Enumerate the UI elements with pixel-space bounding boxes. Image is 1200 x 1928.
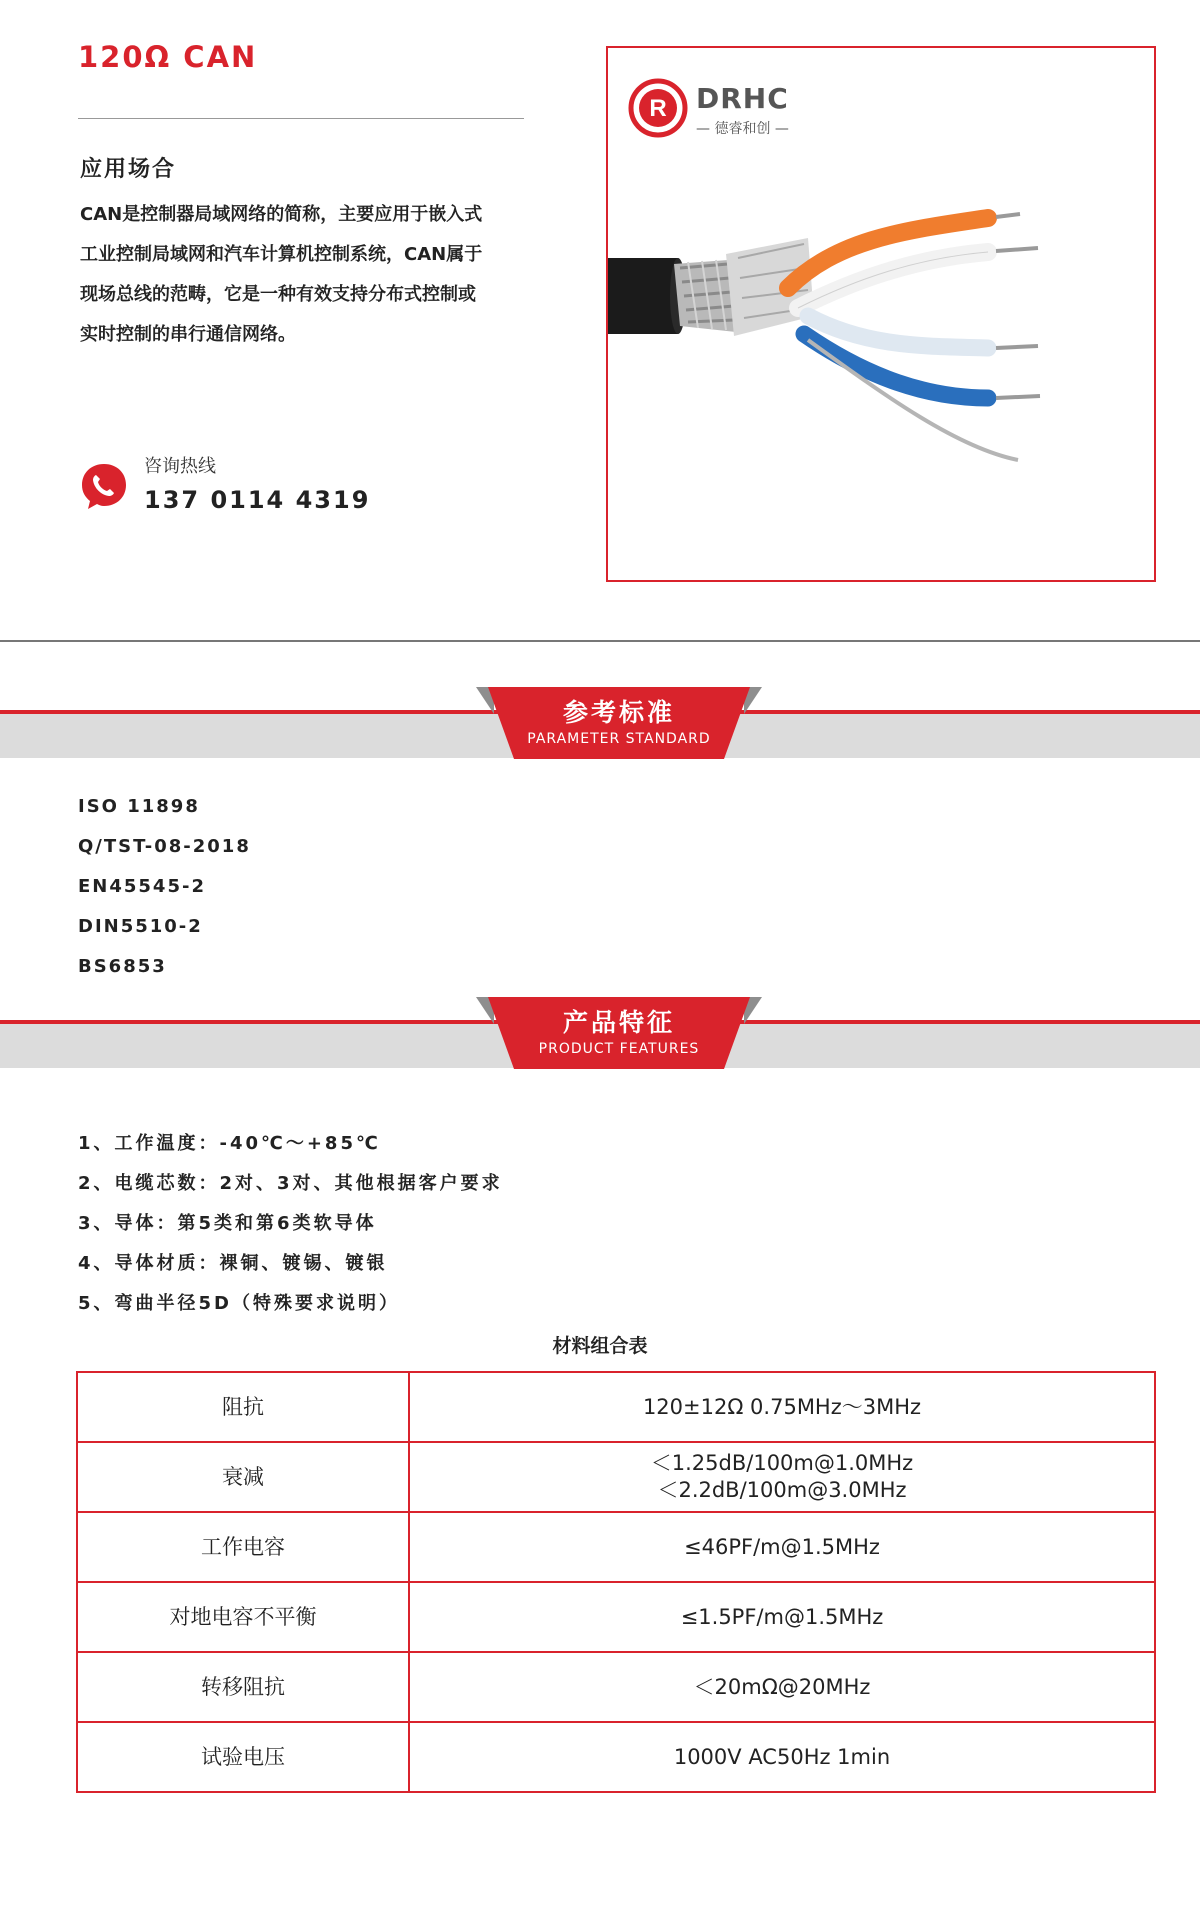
table-key-cell: 工作电容 xyxy=(77,1512,409,1582)
features-banner xyxy=(476,997,762,1069)
application-line: 实时控制的串行通信网络。 xyxy=(80,324,296,345)
application-line: 工业控制局域网和汽车计算机控制系统，CAN属于 xyxy=(80,244,483,265)
standard-item: EN45545-2 xyxy=(78,876,206,897)
table-value-cell: ≤46PF/m@1.5MHz xyxy=(409,1512,1155,1582)
table-value-cell: ＜20mΩ@20MHz xyxy=(409,1652,1155,1722)
table-value-cell: 1000V AC50Hz 1min xyxy=(409,1722,1155,1792)
application-line: CAN是控制器局域网络的简称，主要应用于嵌入式 xyxy=(80,204,483,225)
table-key-cell: 对地电容不平衡 xyxy=(77,1582,409,1652)
features-banner-subtitle: PRODUCT FEATURES xyxy=(538,1041,700,1057)
section-divider xyxy=(0,640,1200,642)
hotline-label: 咨询热线 xyxy=(144,456,216,477)
feature-item: 5、弯曲半径5D（特殊要求说明） xyxy=(78,1293,400,1314)
features-banner-title: 产品特征 xyxy=(562,1008,675,1037)
materials-table xyxy=(76,1371,1156,1793)
feature-item: 3、导体：第5类和第6类软导体 xyxy=(78,1213,377,1234)
table-row xyxy=(77,1582,1155,1652)
table-value-cell: 120±12Ω 0.75MHz～3MHz xyxy=(409,1372,1155,1442)
feature-item: 4、导体材质：裸铜、镀锡、镀银 xyxy=(78,1253,388,1274)
table-key-cell: 试验电压 xyxy=(77,1722,409,1792)
feature-item: 2、电缆芯数：2对、3对、其他根据客户要求 xyxy=(78,1173,503,1194)
standard-item: Q/TST-08-2018 xyxy=(78,836,251,857)
brand-name: DRHC xyxy=(696,82,789,115)
brand-subtitle: — 德睿和创 — xyxy=(696,121,789,137)
standards-banner xyxy=(476,687,762,759)
standard-item: DIN5510-2 xyxy=(78,916,203,937)
phone-icon xyxy=(80,462,128,510)
standard-item: BS6853 xyxy=(78,956,167,977)
table-value-line: ＜2.2dB/100m@3.0MHz xyxy=(657,1478,907,1502)
application-heading: 应用场合 xyxy=(80,157,177,182)
table-row xyxy=(77,1442,1155,1512)
product-title: 120Ω CAN xyxy=(78,40,258,74)
feature-item: 1、工作温度：-40℃～+85℃ xyxy=(78,1133,381,1154)
application-line: 现场总线的范畴，它是一种有效支持分布式控制或 xyxy=(80,284,476,305)
cable-illustration xyxy=(608,198,1154,498)
product-image-frame xyxy=(606,46,1156,582)
brand-logo-icon xyxy=(628,78,688,138)
table-row xyxy=(77,1372,1155,1442)
table-value-line: ＜1.25dB/100m@1.0MHz xyxy=(650,1451,914,1475)
table-row xyxy=(77,1652,1155,1722)
table-key-cell: 衰减 xyxy=(77,1442,409,1512)
table-key-cell: 转移阻抗 xyxy=(77,1652,409,1722)
hotline-number[interactable]: 137 0114 4319 xyxy=(144,486,371,514)
materials-table-title: 材料组合表 xyxy=(552,1335,648,1357)
svg-text:R: R xyxy=(649,95,667,122)
table-value-cell xyxy=(409,1442,1155,1512)
application-description xyxy=(80,195,530,355)
table-key-cell: 阻抗 xyxy=(77,1372,409,1442)
title-divider xyxy=(78,118,524,119)
table-row xyxy=(77,1722,1155,1792)
standards-banner-subtitle: PARAMETER STANDARD xyxy=(527,731,711,747)
standard-item: ISO 11898 xyxy=(78,796,200,817)
standards-banner-title: 参考标准 xyxy=(562,698,675,727)
table-value-cell: ≤1.5PF/m@1.5MHz xyxy=(409,1582,1155,1652)
table-row xyxy=(77,1512,1155,1582)
